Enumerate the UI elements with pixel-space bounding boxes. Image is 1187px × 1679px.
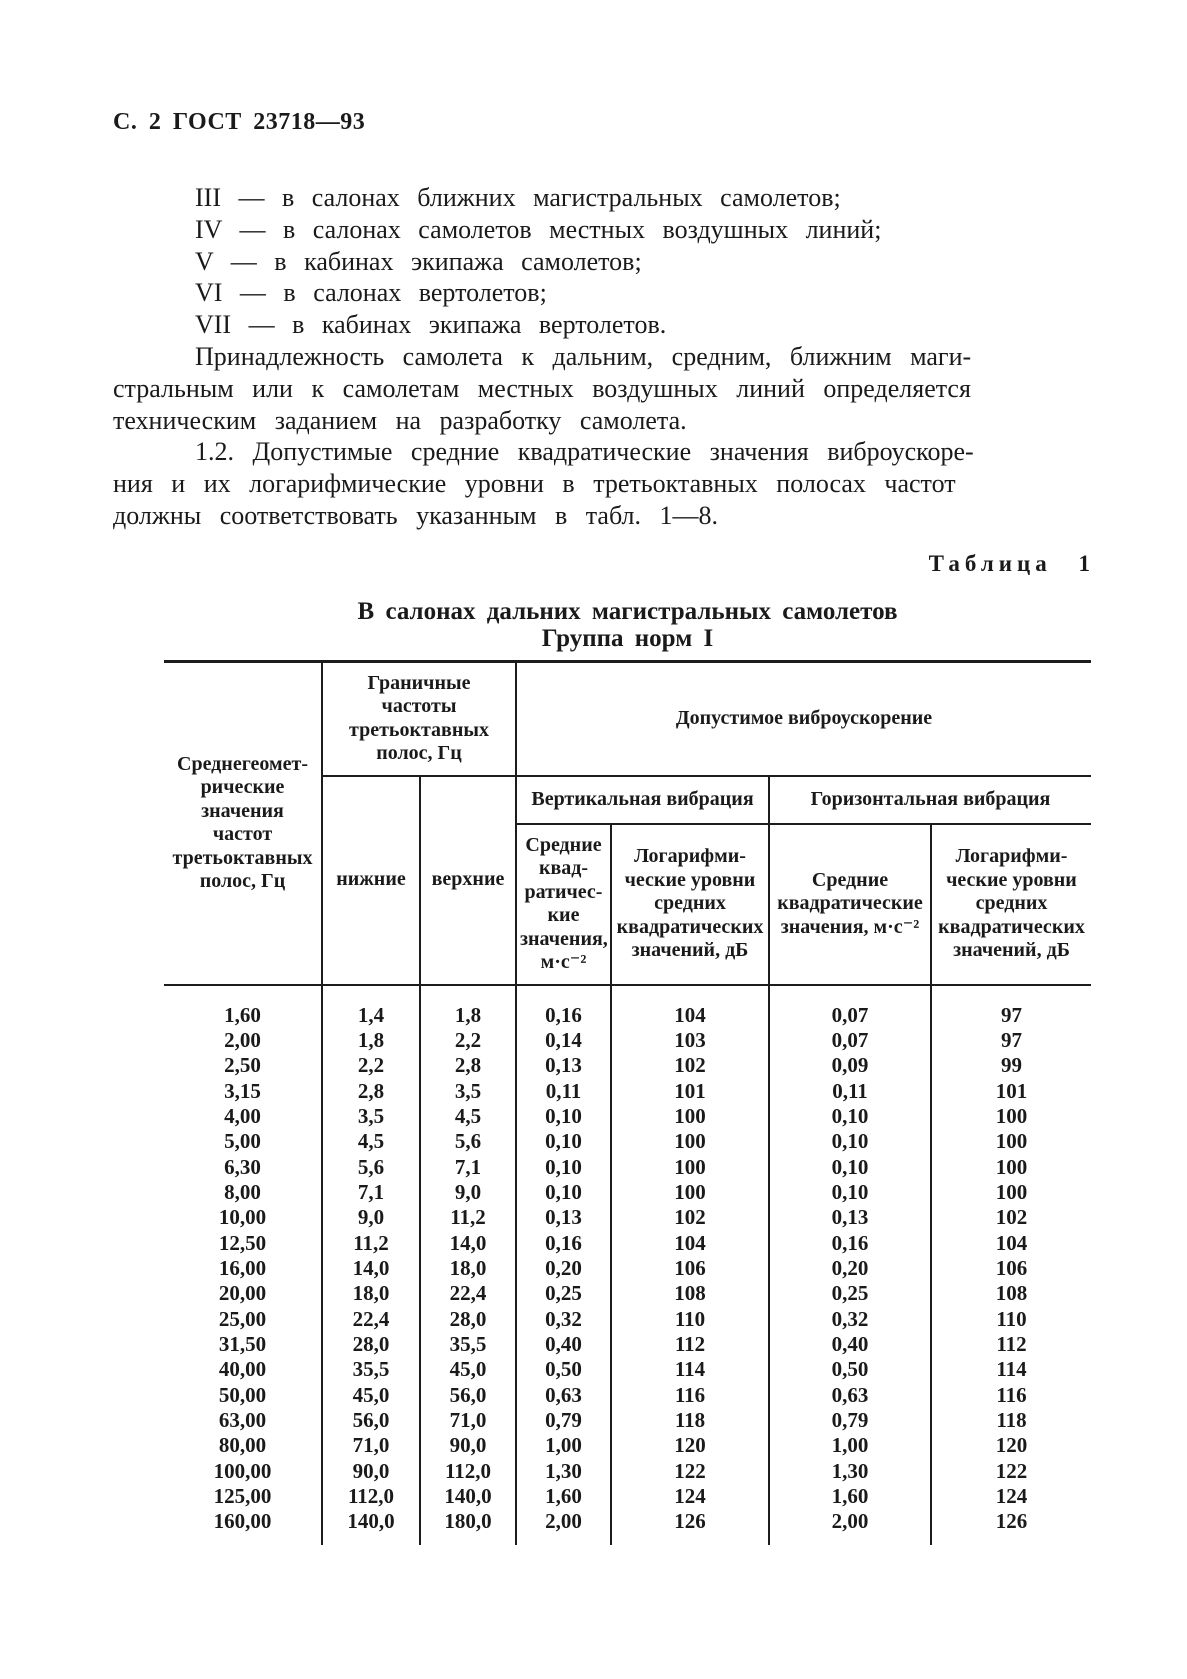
cell-freq-lower: 71,0 bbox=[322, 1433, 420, 1458]
cell-rms-horizontal: 0,32 bbox=[769, 1307, 931, 1332]
caption-line-1: В салонах дальних магистральных самолетов bbox=[357, 598, 898, 625]
table-row bbox=[164, 1180, 1091, 1205]
table-row bbox=[164, 1484, 1091, 1509]
cell-log-horizontal: 102 bbox=[995, 1205, 1028, 1230]
cell-rms-horizontal: 2,00 bbox=[769, 1509, 931, 1534]
cell-freq-center: 50,00 bbox=[164, 1383, 322, 1408]
cell-rms-vertical: 0,10 bbox=[516, 1104, 611, 1129]
cell-freq-upper: 11,2 bbox=[420, 1205, 516, 1230]
cell-log-vertical: 114 bbox=[611, 1357, 769, 1382]
cell-log-horizontal: 126 bbox=[995, 1509, 1028, 1534]
cell-log-vertical: 106 bbox=[611, 1256, 769, 1281]
cell-freq-center: 3,15 bbox=[164, 1079, 322, 1104]
col-group-boundary-freq: Граничные частоты третьоктавных полос, Гц bbox=[322, 662, 516, 776]
list-item: VI — в салонах вертолетов; bbox=[195, 278, 547, 308]
cell-freq-lower: 9,0 bbox=[322, 1205, 420, 1230]
col-header-rms-vertical: Средние квад- ратичес- кие значения, м·с⁻² bbox=[516, 824, 611, 985]
cell-rms-vertical: 0,11 bbox=[516, 1079, 611, 1104]
table-row bbox=[164, 1256, 1091, 1281]
caption-line-2: Группа норм I bbox=[541, 625, 714, 652]
col-header-freq-center: Среднегеомет- рические значения частот третьоктавных полос, Гц bbox=[164, 662, 322, 985]
cell-freq-center: 10,00 bbox=[164, 1205, 322, 1230]
cell-rms-horizontal: 1,00 bbox=[769, 1433, 931, 1458]
table-row bbox=[164, 1281, 1091, 1306]
cell-freq-lower: 90,0 bbox=[322, 1459, 420, 1484]
cell-rms-horizontal: 0,50 bbox=[769, 1357, 931, 1382]
cell-freq-center: 31,50 bbox=[164, 1332, 322, 1357]
cell-freq-center: 16,00 bbox=[164, 1256, 322, 1281]
cell-freq-lower: 11,2 bbox=[322, 1231, 420, 1256]
cell-rms-vertical: 0,25 bbox=[516, 1281, 611, 1306]
cell-freq-center: 6,30 bbox=[164, 1155, 322, 1180]
cell-freq-upper: 3,5 bbox=[420, 1079, 516, 1104]
table-row bbox=[164, 1028, 1091, 1053]
cell-log-horizontal: 122 bbox=[995, 1458, 1028, 1483]
table-row bbox=[164, 1332, 1091, 1357]
cell-log-horizontal: 100 bbox=[995, 1103, 1028, 1128]
cell-log-vertical: 101 bbox=[611, 1079, 769, 1104]
cell-freq-lower: 1,8 bbox=[322, 1028, 420, 1053]
cell-freq-center: 5,00 bbox=[164, 1129, 322, 1154]
cell-log-vertical: 104 bbox=[611, 1231, 769, 1256]
cell-freq-center: 80,00 bbox=[164, 1433, 322, 1458]
cell-freq-lower: 14,0 bbox=[322, 1256, 420, 1281]
table-row bbox=[164, 1459, 1091, 1484]
cell-log-vertical: 110 bbox=[611, 1307, 769, 1332]
cell-log-vertical: 102 bbox=[611, 1053, 769, 1078]
cell-rms-horizontal: 0,07 bbox=[769, 1003, 931, 1028]
cell-freq-center: 8,00 bbox=[164, 1180, 322, 1205]
cell-freq-lower: 56,0 bbox=[322, 1408, 420, 1433]
cell-rms-vertical: 0,13 bbox=[516, 1053, 611, 1078]
cell-log-horizontal: 116 bbox=[996, 1382, 1027, 1407]
table-row bbox=[164, 1231, 1091, 1256]
cell-log-vertical: 116 bbox=[611, 1383, 769, 1408]
cell-freq-center: 1,60 bbox=[164, 1003, 322, 1028]
list-item: V — в кабинах экипажа самолетов; bbox=[195, 246, 642, 276]
cell-rms-vertical: 0,10 bbox=[516, 1180, 611, 1205]
cell-log-horizontal: 99 bbox=[1001, 1053, 1022, 1078]
cell-freq-upper: 9,0 bbox=[420, 1180, 516, 1205]
cell-freq-upper: 4,5 bbox=[420, 1104, 516, 1129]
cell-rms-vertical: 0,13 bbox=[516, 1205, 611, 1230]
cell-log-horizontal: 118 bbox=[996, 1408, 1027, 1432]
table-row bbox=[164, 1383, 1091, 1408]
cell-log-vertical: 100 bbox=[611, 1104, 769, 1129]
cell-log-horizontal: 97 bbox=[1001, 1027, 1022, 1052]
cell-freq-lower: 7,1 bbox=[322, 1180, 420, 1205]
cell-rms-horizontal: 0,09 bbox=[769, 1053, 931, 1078]
intro-text-block bbox=[113, 182, 1045, 532]
table-tail-row bbox=[164, 1535, 1091, 1545]
paragraph-ownership: Принадлежность самолета к дальним, средним, ближним маги- стральным или к самолетам местных воздушных линий определяется техническим заданием на разработку самолета. bbox=[113, 341, 972, 435]
table-row bbox=[164, 1053, 1091, 1078]
cell-freq-lower: 140,0 bbox=[322, 1509, 420, 1534]
col-header-log-vertical: Логарифми- ческие уровни средних квадратических значений, дБ bbox=[611, 824, 769, 985]
col-header-upper: верхние bbox=[420, 776, 516, 985]
cell-freq-upper: 18,0 bbox=[420, 1256, 516, 1281]
cell-rms-vertical: 0,14 bbox=[516, 1028, 611, 1053]
cell-rms-vertical: 1,60 bbox=[516, 1484, 611, 1509]
cell-log-vertical: 104 bbox=[611, 1003, 769, 1028]
cell-rms-vertical: 0,40 bbox=[516, 1332, 611, 1357]
cell-freq-lower: 35,5 bbox=[322, 1357, 420, 1382]
cell-rms-horizontal: 0,10 bbox=[769, 1129, 931, 1154]
cell-freq-lower: 112,0 bbox=[322, 1484, 420, 1509]
table-row bbox=[164, 1307, 1091, 1332]
cell-rms-horizontal: 0,25 bbox=[769, 1281, 931, 1306]
cell-rms-horizontal: 0,79 bbox=[769, 1408, 931, 1433]
cell-rms-vertical: 1,30 bbox=[516, 1459, 611, 1484]
cell-rms-vertical: 0,79 bbox=[516, 1408, 611, 1433]
cell-freq-upper: 2,8 bbox=[420, 1053, 516, 1078]
cell-log-vertical: 126 bbox=[611, 1509, 769, 1534]
cell-freq-lower: 28,0 bbox=[322, 1332, 420, 1357]
col-group-vertical-vibration: Вертикальная вибрация bbox=[516, 776, 769, 824]
col-header-lower: нижние bbox=[322, 776, 420, 985]
cell-rms-horizontal: 0,07 bbox=[769, 1028, 931, 1053]
cell-freq-upper: 71,0 bbox=[420, 1408, 516, 1433]
cell-freq-upper: 35,5 bbox=[420, 1332, 516, 1357]
cell-freq-lower: 1,4 bbox=[322, 1003, 420, 1028]
cell-log-horizontal: 106 bbox=[995, 1255, 1028, 1280]
cell-rms-vertical: 0,63 bbox=[516, 1383, 611, 1408]
cell-rms-vertical: 1,00 bbox=[516, 1433, 611, 1458]
cell-freq-upper: 7,1 bbox=[420, 1155, 516, 1180]
cell-log-horizontal: 112 bbox=[996, 1331, 1027, 1356]
list-item: IV — в салонах самолетов местных воздушных линий; bbox=[195, 214, 882, 244]
cell-freq-upper: 90,0 bbox=[420, 1433, 516, 1458]
paragraph-clause-1-2: 1.2. Допустимые средние квадратические значения виброускоре- ния и их логарифмические уровни в третьоктавных полосах частот должны соответствовать указанным в табл. 1—8. bbox=[113, 437, 974, 530]
cell-rms-horizontal: 0,10 bbox=[769, 1104, 931, 1129]
cell-rms-horizontal: 0,13 bbox=[769, 1205, 931, 1230]
group-norms-list bbox=[113, 182, 1045, 341]
table-lead-row bbox=[164, 985, 1091, 1003]
cell-rms-horizontal: 0,16 bbox=[769, 1231, 931, 1256]
cell-freq-lower: 2,2 bbox=[322, 1053, 420, 1078]
table-row bbox=[164, 1433, 1091, 1458]
cell-freq-center: 40,00 bbox=[164, 1357, 322, 1382]
table-caption bbox=[164, 598, 1091, 652]
cell-freq-center: 160,00 bbox=[164, 1509, 322, 1534]
cell-freq-center: 25,00 bbox=[164, 1307, 322, 1332]
cell-log-vertical: 103 bbox=[611, 1028, 769, 1053]
cell-rms-horizontal: 0,10 bbox=[769, 1180, 931, 1205]
cell-freq-center: 2,50 bbox=[164, 1053, 322, 1078]
table-label: Таблица 1 bbox=[928, 551, 1095, 576]
table-row bbox=[164, 1509, 1091, 1534]
cell-log-vertical: 102 bbox=[611, 1205, 769, 1230]
vibration-norms-table bbox=[164, 660, 1091, 1545]
table-row bbox=[164, 1357, 1091, 1382]
cell-freq-center: 12,50 bbox=[164, 1231, 322, 1256]
cell-log-vertical: 100 bbox=[611, 1129, 769, 1154]
cell-rms-horizontal: 1,60 bbox=[769, 1484, 931, 1509]
cell-log-vertical: 100 bbox=[611, 1180, 769, 1205]
cell-freq-upper: 180,0 bbox=[420, 1509, 516, 1534]
col-header-rms-horizontal: Средние квадратические значения, м·с⁻² bbox=[769, 824, 931, 985]
cell-rms-vertical: 0,16 bbox=[516, 1231, 611, 1256]
cell-log-vertical: 124 bbox=[611, 1484, 769, 1509]
cell-log-vertical: 122 bbox=[611, 1459, 769, 1484]
cell-freq-upper: 14,0 bbox=[420, 1231, 516, 1256]
cell-freq-upper: 140,0 bbox=[420, 1484, 516, 1509]
cell-freq-upper: 2,2 bbox=[420, 1028, 516, 1053]
cell-freq-lower: 45,0 bbox=[322, 1383, 420, 1408]
cell-freq-upper: 112,0 bbox=[420, 1459, 516, 1484]
cell-freq-lower: 2,8 bbox=[322, 1079, 420, 1104]
cell-rms-vertical: 0,50 bbox=[516, 1357, 611, 1382]
cell-rms-vertical: 0,32 bbox=[516, 1307, 611, 1332]
cell-freq-center: 63,00 bbox=[164, 1408, 322, 1433]
cell-rms-vertical: 0,10 bbox=[516, 1129, 611, 1154]
cell-rms-horizontal: 0,10 bbox=[769, 1155, 931, 1180]
cell-rms-vertical: 0,10 bbox=[516, 1155, 611, 1180]
cell-log-horizontal: 101 bbox=[995, 1078, 1028, 1103]
cell-rms-horizontal: 0,11 bbox=[769, 1079, 931, 1104]
cell-freq-center: 2,00 bbox=[164, 1028, 322, 1053]
cell-freq-center: 125,00 bbox=[164, 1484, 322, 1509]
cell-freq-upper: 45,0 bbox=[420, 1357, 516, 1382]
cell-log-vertical: 100 bbox=[611, 1155, 769, 1180]
cell-freq-center: 4,00 bbox=[164, 1104, 322, 1129]
cell-log-horizontal: 120 bbox=[995, 1433, 1028, 1458]
cell-rms-horizontal: 1,30 bbox=[769, 1459, 931, 1484]
table-body bbox=[164, 1003, 1091, 1535]
list-item: III — в салонах ближних магистральных самолетов; bbox=[195, 183, 841, 212]
table-row bbox=[164, 1003, 1091, 1028]
cell-rms-horizontal: 0,63 bbox=[769, 1383, 931, 1408]
cell-log-horizontal: 100 bbox=[995, 1179, 1028, 1204]
cell-freq-upper: 28,0 bbox=[420, 1307, 516, 1332]
cell-freq-lower: 22,4 bbox=[322, 1307, 420, 1332]
table-row bbox=[164, 1205, 1091, 1230]
cell-freq-upper: 5,6 bbox=[420, 1129, 516, 1154]
cell-freq-lower: 3,5 bbox=[322, 1104, 420, 1129]
cell-freq-upper: 22,4 bbox=[420, 1281, 516, 1306]
cell-rms-horizontal: 0,20 bbox=[769, 1256, 931, 1281]
cell-log-vertical: 112 bbox=[611, 1332, 769, 1357]
table-row bbox=[164, 1129, 1091, 1154]
col-group-horizontal-vibration: Горизонтальная вибрация bbox=[769, 776, 1091, 824]
cell-log-horizontal: 114 bbox=[996, 1357, 1027, 1382]
cell-log-vertical: 120 bbox=[611, 1433, 769, 1458]
col-group-allowed-accel: Допустимое виброускорение bbox=[516, 662, 1091, 776]
cell-freq-lower: 4,5 bbox=[322, 1129, 420, 1154]
col-header-log-horizontal: Логарифми- ческие уровни средних квадратических значений, дБ bbox=[931, 824, 1091, 985]
list-item: VII — в кабинах экипажа вертолетов. bbox=[195, 310, 667, 340]
cell-rms-horizontal: 0,40 bbox=[769, 1332, 931, 1357]
cell-log-horizontal: 124 bbox=[995, 1484, 1028, 1509]
table-row bbox=[164, 1104, 1091, 1129]
cell-log-horizontal: 108 bbox=[995, 1281, 1028, 1306]
cell-log-horizontal: 100 bbox=[995, 1154, 1028, 1179]
cell-rms-vertical: 2,00 bbox=[516, 1509, 611, 1534]
cell-freq-center: 20,00 bbox=[164, 1281, 322, 1306]
cell-freq-upper: 1,8 bbox=[420, 1003, 516, 1028]
cell-log-horizontal: 104 bbox=[995, 1230, 1028, 1255]
cell-log-horizontal: 97 bbox=[1001, 1002, 1022, 1027]
cell-freq-lower: 18,0 bbox=[322, 1281, 420, 1306]
cell-freq-upper: 56,0 bbox=[420, 1383, 516, 1408]
table-row bbox=[164, 1408, 1091, 1433]
table-row bbox=[164, 1155, 1091, 1180]
page-header: С. 2 ГОСТ 23718—93 bbox=[113, 109, 366, 135]
table-row bbox=[164, 1079, 1091, 1104]
cell-freq-lower: 5,6 bbox=[322, 1155, 420, 1180]
cell-log-horizontal: 110 bbox=[996, 1306, 1027, 1331]
cell-log-horizontal: 100 bbox=[995, 1129, 1028, 1154]
cell-rms-vertical: 0,16 bbox=[516, 1003, 611, 1028]
cell-rms-vertical: 0,20 bbox=[516, 1256, 611, 1281]
cell-log-vertical: 108 bbox=[611, 1281, 769, 1306]
cell-freq-center: 100,00 bbox=[164, 1459, 322, 1484]
cell-log-vertical: 118 bbox=[611, 1408, 769, 1433]
